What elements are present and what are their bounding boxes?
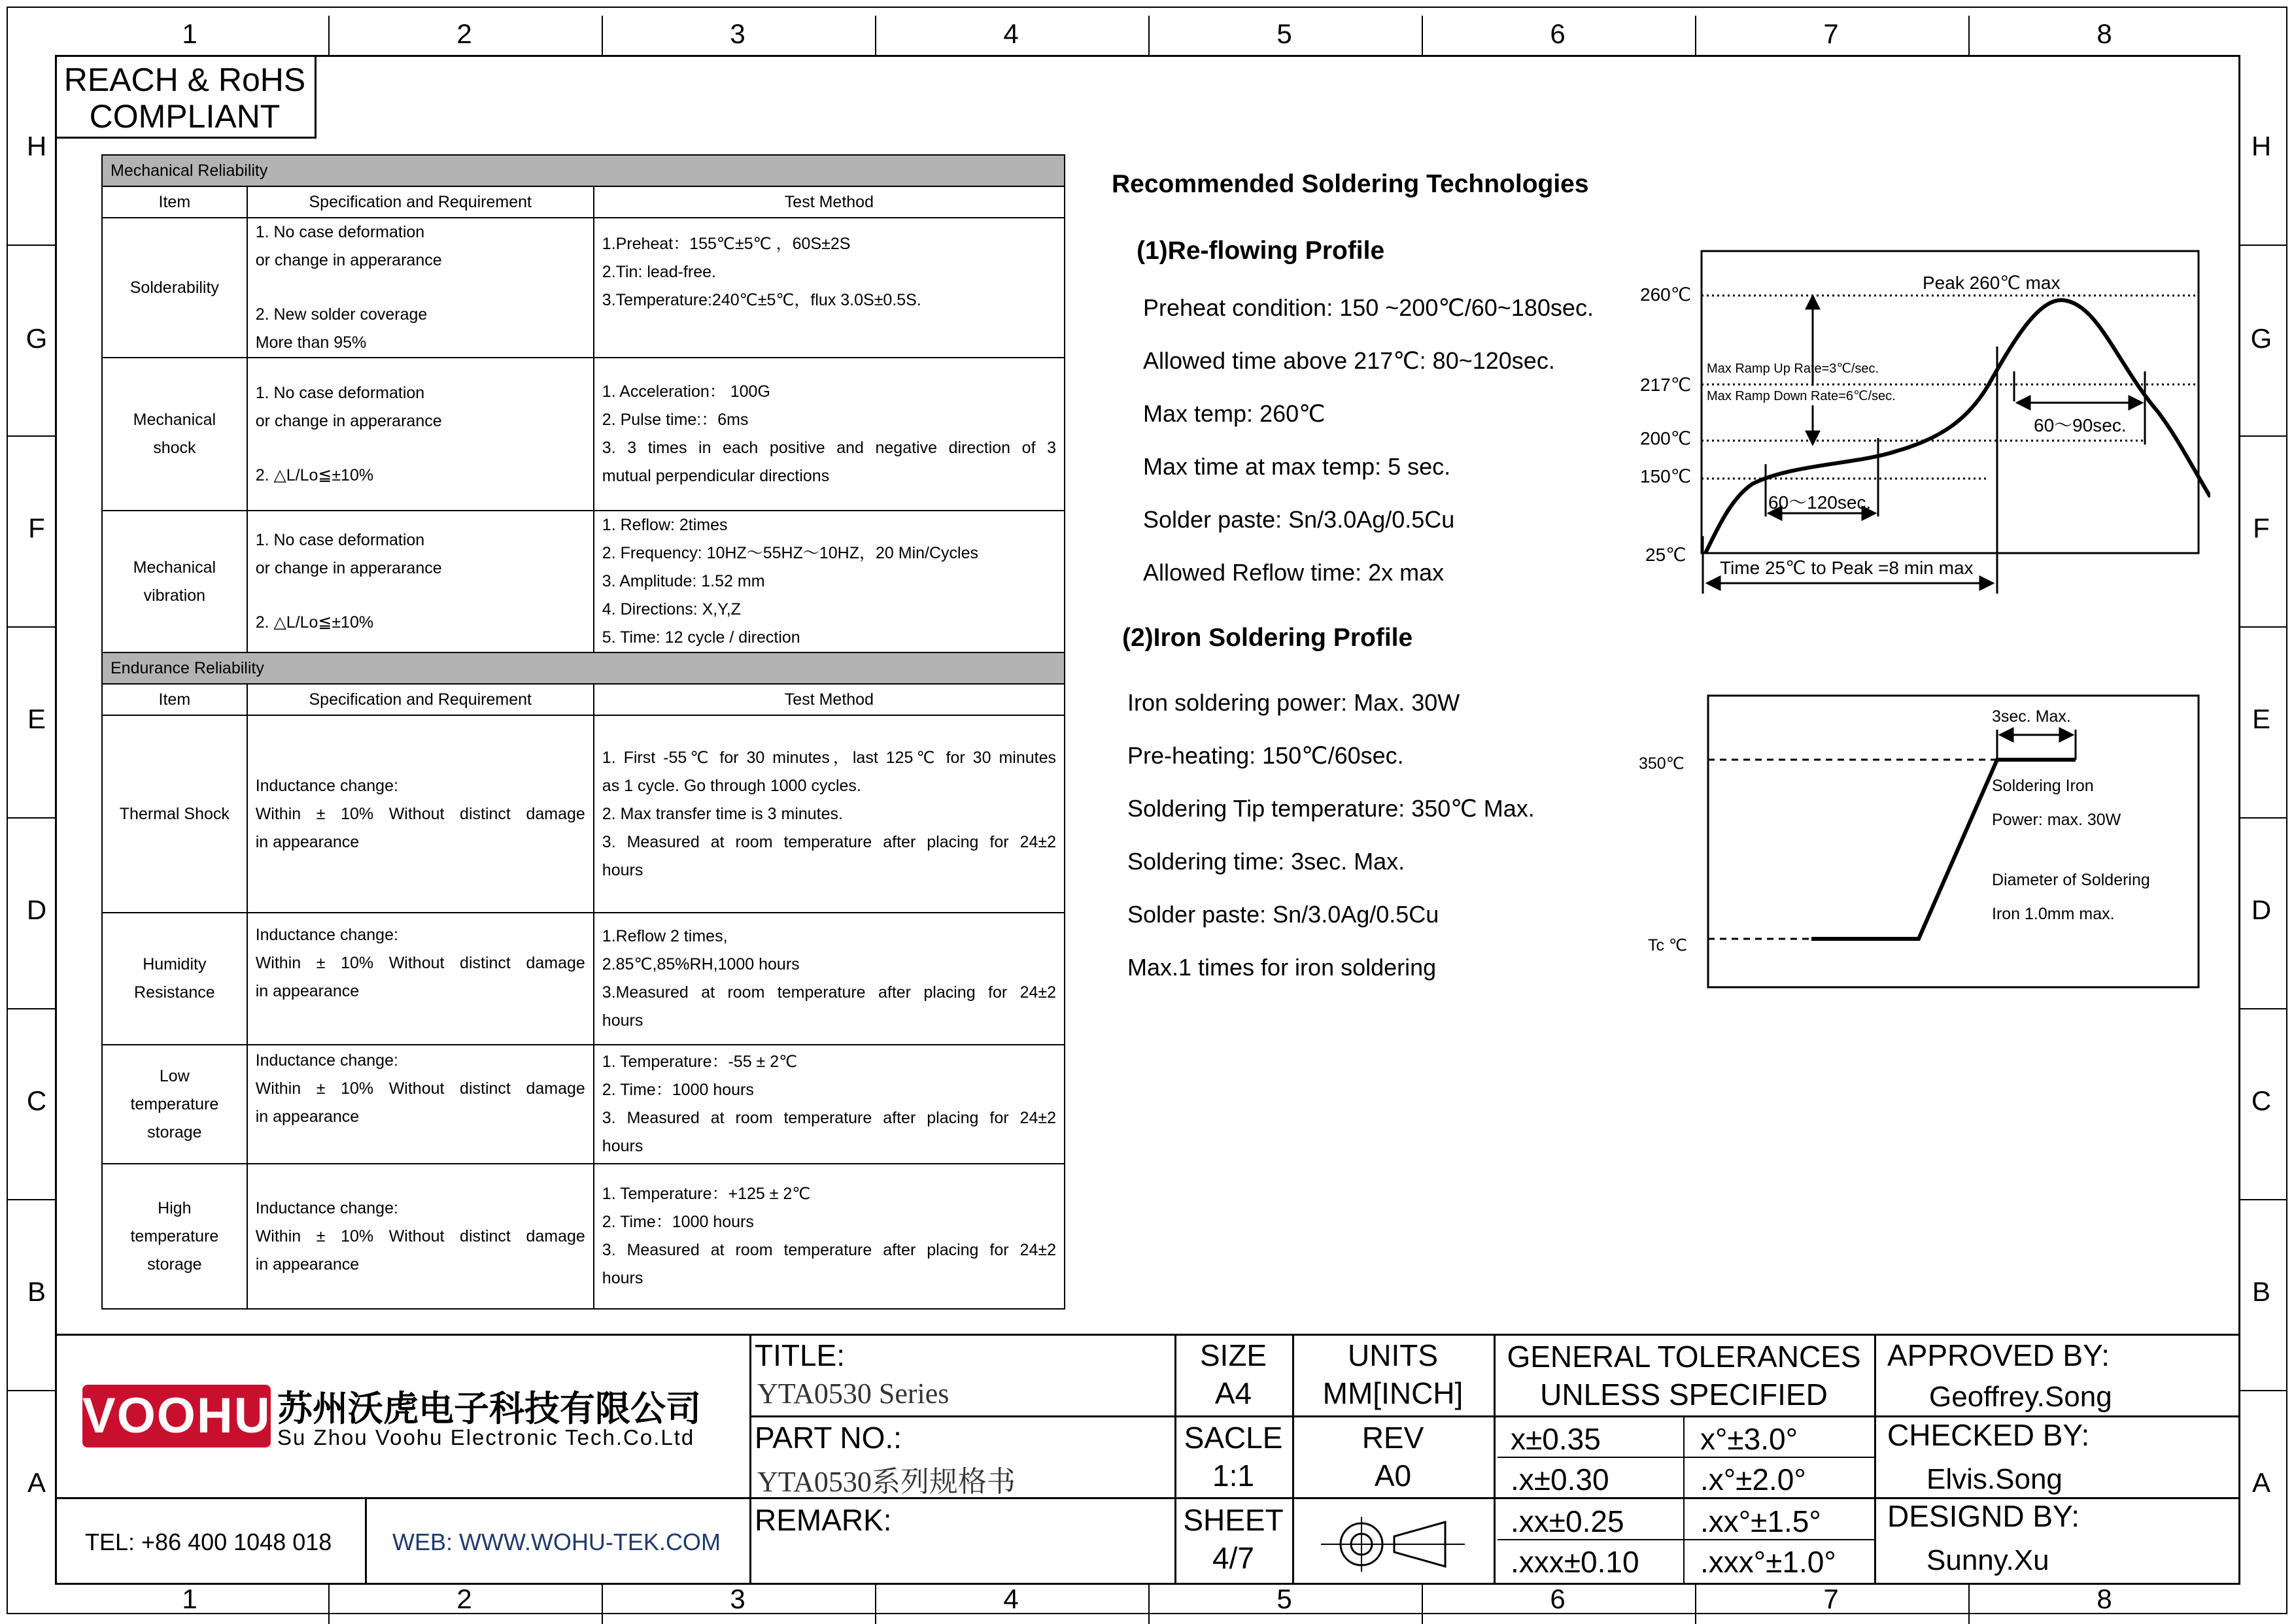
method-line: 1.Reflow 2 times, (602, 927, 728, 945)
zone-row-label: B (27, 1276, 46, 1307)
tb-rule (1683, 1415, 1685, 1585)
zone-row-label: G (26, 323, 48, 354)
method-line: 2. Max transfer time is 3 minutes. (602, 804, 843, 823)
spec-cell (247, 913, 594, 1045)
method-line: 3. Measured at room temperature after placing for 24±2 (602, 1241, 1056, 1259)
spec-line: or change in apperarance (255, 251, 442, 269)
sheet-label: SHEET (1183, 1503, 1284, 1537)
method-cell (594, 218, 1065, 358)
item-cell (102, 715, 247, 913)
zone-tick (2240, 245, 2287, 246)
zone-tick (1148, 1585, 1150, 1624)
column-header: Item (102, 684, 247, 715)
section-title: Mechanical Reliability (102, 155, 1065, 186)
designed-value: Sunny.Xu (1926, 1544, 2049, 1576)
zone-row-label: H (26, 131, 47, 161)
zone-col-label: 4 (1003, 18, 1019, 49)
tb-rule (1498, 1457, 1874, 1458)
part-value: YTA0530系列规格书 (757, 1466, 1016, 1498)
iron-note: Power: max. 30W (1992, 811, 2121, 829)
tolerance-linear: .xx±0.25 (1511, 1504, 1624, 1538)
scale-label: SACLE (1184, 1421, 1283, 1455)
part-label: PART NO.: (755, 1421, 902, 1455)
method-cell (594, 913, 1065, 1045)
tb-rule (749, 1334, 751, 1585)
y-label: Tc ℃ (1648, 936, 1688, 955)
spec-line: or change in apperarance (255, 411, 442, 430)
zone-tick (1968, 16, 1970, 55)
company-name-cn: 苏州沃虎电子科技有限公司 (277, 1389, 701, 1429)
zone-col-label: 7 (1823, 18, 1839, 49)
window-preheat-label: 60～120sec. (1768, 492, 1872, 513)
method-line: 2.85℃,85%RH,1000 hours (602, 955, 800, 973)
table-row (102, 358, 1065, 511)
chart-frame (1708, 696, 2199, 987)
iron-note: Iron 1.0mm max. (1992, 905, 2115, 923)
item-line: Mechanical (133, 411, 216, 429)
zone-tick (1695, 16, 1696, 55)
zone-col-label: 3 (730, 1583, 745, 1614)
tolerance-linear: x±0.35 (1511, 1422, 1601, 1456)
spec-line: in appearance (255, 1108, 360, 1126)
zone-col-label: 3 (730, 18, 745, 49)
zone-col-label: 6 (1550, 18, 1566, 49)
zone-col-label: 2 (456, 18, 472, 49)
zone-row-label: A (27, 1467, 46, 1498)
spec-cell (247, 1045, 594, 1164)
zone-tick (2240, 435, 2287, 437)
zone-row-label: E (27, 703, 46, 734)
item-line: Mechanical (133, 558, 216, 577)
sheet-value: 4/7 (1212, 1541, 1254, 1575)
item-cell (102, 913, 247, 1045)
reflow-line: Solder paste: Sn/3.0Ag/0.5Cu (1143, 506, 1455, 533)
column-header: Specification and Requirement (247, 186, 594, 218)
method-line: 2.Tin: lead-free. (602, 263, 716, 281)
zone-col-label: 2 (456, 1583, 472, 1614)
y-label: 200℃ (1640, 428, 1692, 448)
zone-tick (328, 1585, 330, 1624)
spec-line: Within ± 10% Without distinct damage (255, 804, 585, 823)
tolerances-title-line: GENERAL TOLERANCES (1507, 1340, 1861, 1374)
method-line: 3.Measured at room temperature after placing for 24±2 (602, 983, 1056, 1002)
item-line: Thermal Shock (119, 804, 230, 823)
zone-row-label: E (2251, 703, 2270, 734)
item-line: shock (153, 439, 196, 457)
iron-line: Max.1 times for iron soldering (1127, 954, 1437, 981)
method-line: 1. Reflow: 2times (602, 516, 728, 534)
rev-value: A0 (1374, 1459, 1412, 1493)
zone-tick (7, 1390, 55, 1391)
iron-profile-chart (1622, 693, 2210, 994)
column-header: Item (102, 186, 247, 218)
zone-tick (328, 16, 330, 55)
spec-cell (247, 511, 594, 652)
projection-symbol-icon (1314, 1510, 1471, 1576)
zone-tick (1422, 1585, 1423, 1624)
spec-line: 2. △L/Lo≦±10% (255, 613, 374, 632)
method-line: 1. Temperature：+125 ± 2℃ (602, 1185, 811, 1203)
title-value: YTA0530 Series (757, 1378, 950, 1410)
zone-tick (602, 16, 603, 55)
spec-cell (247, 1164, 594, 1309)
spec-line: More than 95% (255, 333, 367, 352)
table-row (102, 1164, 1065, 1309)
method-line: as 1 cycle. Go through 1000 cycles. (602, 776, 861, 795)
tolerance-linear: .xxx±0.10 (1511, 1545, 1639, 1579)
reflow-line: Preheat condition: 150 ~200℃/60~180sec. (1143, 294, 1594, 321)
company-web[interactable]: WEB: WWW.WOHU-TEK.COM (392, 1529, 721, 1555)
table-row (102, 511, 1065, 652)
item-line: temperature (130, 1226, 219, 1245)
soldering-title: Recommended Soldering Technologies (1112, 170, 1589, 198)
reflow-line: Max temp: 260℃ (1143, 400, 1326, 427)
spec-line: 1. No case deformation (255, 383, 425, 402)
company-logo: VOOHU (82, 1385, 271, 1447)
tolerances-title (1494, 1338, 1874, 1413)
method-line: hours (602, 1137, 643, 1155)
tb-rule (55, 1334, 2240, 1336)
item-cell (102, 218, 247, 358)
zone-tick (1695, 1585, 1696, 1624)
spec-line: in appearance (255, 1255, 360, 1274)
method-cell (594, 715, 1065, 913)
method-line: 3. Amplitude: 1.52 mm (602, 572, 765, 590)
approved-value: Geoffrey.Song (1929, 1381, 2112, 1413)
compliance-box (55, 55, 317, 139)
method-line: 1. Temperature：-55 ± 2℃ (602, 1053, 798, 1071)
spec-line: or change in apperarance (255, 559, 442, 577)
item-cell (102, 1045, 247, 1164)
table-row (102, 913, 1065, 1045)
spec-line: Inductance change: (255, 776, 398, 795)
ramp-up-text: Max Ramp Up Rate=3℃/sec. (1707, 362, 1879, 376)
zone-col-label: 7 (1823, 1583, 1839, 1614)
company-tel: TEL: +86 400 1048 018 (85, 1529, 332, 1555)
y-label: 260℃ (1640, 284, 1692, 305)
method-line: hours (602, 1269, 643, 1287)
reflow-profile-chart (1622, 248, 2210, 615)
zone-tick (7, 245, 55, 246)
compliance-line: REACH & RoHS (63, 61, 306, 98)
method-line: 2. Time：1000 hours (602, 1213, 754, 1231)
zone-row-label: G (2250, 323, 2272, 354)
item-cell (102, 358, 247, 511)
compliance-line: COMPLIANT (89, 98, 281, 135)
y-label: 217℃ (1640, 375, 1692, 395)
remark-label: REMARK: (755, 1503, 892, 1537)
zone-col-label: 8 (2097, 18, 2112, 49)
reflow-line: Allowed Reflow time: 2x max (1143, 559, 1445, 586)
iron-note: Soldering Iron (1992, 777, 2094, 795)
zone-row-label: A (2251, 1467, 2270, 1498)
company-name-en: Su Zhou Voohu Electronic Tech.Co.Ltd (277, 1425, 695, 1449)
iron-line: Soldering time: 3sec. Max. (1127, 848, 1405, 875)
method-cell (594, 1164, 1065, 1309)
iron-title: (2)Iron Soldering Profile (1122, 624, 1413, 652)
tolerances-title-line: UNLESS SPECIFIED (1540, 1378, 1828, 1412)
method-line: 5. Time: 12 cycle / direction (602, 628, 800, 647)
item-cell (102, 511, 247, 652)
method-cell (594, 511, 1065, 652)
zone-tick (7, 1008, 55, 1009)
method-line: 2. Pulse time:：6ms (602, 411, 749, 429)
zone-col-label: 5 (1276, 1583, 1292, 1614)
method-line: 3. 3 times in each positive and negative direction of 3 (602, 439, 1056, 457)
method-line: 2. Time：1000 hours (602, 1081, 754, 1099)
method-line: mutual perpendicular directions (602, 467, 830, 485)
item-line: vibration (143, 586, 206, 605)
spec-line: Within ± 10% Without distinct damage (255, 1079, 585, 1098)
size-label: SIZE (1199, 1338, 1267, 1372)
zone-row-label: H (2251, 131, 2272, 161)
zone-row-label: D (2251, 894, 2272, 925)
tb-rule (55, 1497, 749, 1499)
reflow-curve (1705, 300, 2210, 553)
method-line: 1. First -55℃ for 30 minutes，last 125℃ for 30 minutes (602, 748, 1056, 767)
zone-col-label: 4 (1003, 1583, 1019, 1614)
checked-value: Elvis.Song (1926, 1463, 2063, 1495)
zone-col-label: 1 (182, 1583, 197, 1614)
zone-tick (875, 16, 876, 55)
zone-tick (1968, 1585, 1970, 1624)
iron-note: Diameter of Soldering (1992, 871, 2150, 889)
item-line: Resistance (134, 983, 215, 1002)
spec-line: in appearance (255, 982, 360, 1000)
method-line: hours (602, 860, 643, 879)
reflow-title: (1)Re-flowing Profile (1137, 237, 1385, 265)
tolerance-angular: .x°±2.0° (1700, 1463, 1806, 1497)
zone-tick (1422, 16, 1423, 55)
zone-row-label: D (26, 894, 47, 925)
spec-line: in appearance (255, 832, 360, 851)
zone-tick (7, 626, 55, 628)
spec-line: 1. No case deformation (255, 531, 425, 549)
approved-label: APPROVED BY: (1887, 1338, 2110, 1372)
title-label: TITLE: (755, 1338, 846, 1372)
spec-line: Within ± 10% Without distinct damage (255, 954, 585, 972)
zone-tick (7, 817, 55, 819)
zone-col-label: 1 (182, 18, 197, 49)
method-line: 1.Preheat：155℃±5℃ ，60S±2S (602, 235, 851, 253)
zone-tick (875, 1585, 876, 1624)
reflow-line: Max time at max temp: 5 sec. (1143, 453, 1451, 480)
units-value: MM[INCH] (1322, 1376, 1464, 1410)
zone-row-label: F (2253, 513, 2270, 543)
y-label: 150℃ (1640, 466, 1692, 486)
peak-label: Peak 260℃ max (1923, 273, 2061, 293)
iron-line: Soldering Tip temperature: 350℃ Max. (1127, 795, 1535, 822)
zone-col-label: 6 (1550, 1583, 1566, 1614)
zone-col-label: 5 (1276, 18, 1292, 49)
tolerance-angular: x°±3.0° (1700, 1422, 1798, 1456)
spec-line: Inductance change: (255, 926, 398, 944)
method-cell (594, 1045, 1065, 1164)
item-line: Humidity (143, 955, 207, 973)
method-line: 1. Acceleration： 100G (602, 382, 770, 401)
iron-line: Iron soldering power: Max. 30W (1127, 689, 1460, 716)
zone-tick (1148, 16, 1150, 55)
tb-rule (365, 1497, 367, 1585)
y-label: 25℃ (1645, 545, 1686, 565)
iron-line: Solder paste: Sn/3.0Ag/0.5Cu (1127, 901, 1439, 928)
tb-rule (1874, 1334, 1876, 1585)
zone-row-label: B (2251, 1276, 2270, 1307)
method-cell (594, 358, 1065, 511)
spec-line: 2. △L/Lo≦±10% (255, 465, 374, 484)
size-value: A4 (1214, 1376, 1252, 1410)
column-header: Test Method (594, 684, 1065, 715)
time-to-peak-label: Time 25℃ to Peak =8 min max (1720, 558, 1974, 578)
scale-value: 1:1 (1212, 1459, 1254, 1493)
spec-cell (247, 358, 594, 511)
spec-line: Inductance change: (255, 1198, 398, 1217)
table-row (102, 218, 1065, 358)
zone-tick (2240, 1390, 2287, 1391)
zone-tick (7, 1199, 55, 1200)
window-above-label: 60～90sec. (2034, 415, 2127, 435)
column-header: Specification and Requirement (247, 684, 594, 715)
zone-tick (2240, 1008, 2287, 1009)
section-title: Endurance Reliability (102, 652, 1065, 684)
zone-tick (7, 435, 55, 437)
table-row (102, 1045, 1065, 1164)
iron-line: Pre-heating: 150℃/60sec. (1127, 742, 1404, 769)
zone-tick (602, 1585, 603, 1624)
spec-line: Inductance change: (255, 1051, 398, 1070)
zone-tick (2240, 817, 2287, 819)
column-header: Test Method (594, 186, 1065, 218)
tolerance-angular: .xx°±1.5° (1700, 1504, 1821, 1538)
checked-label: CHECKED BY: (1887, 1418, 2090, 1452)
y-label: 350℃ (1639, 754, 1685, 773)
method-line: 4. Directions: X,Y,Z (602, 600, 741, 618)
designed-label: DESIGND BY: (1887, 1499, 2080, 1533)
dwell-label: 3sec. Max. (1992, 707, 2071, 726)
rev-label: REV (1361, 1421, 1424, 1455)
method-line: 3.Temperature:240℃±5℃，flux 3.0S±0.5S. (602, 291, 921, 309)
spec-cell (247, 218, 594, 358)
reflow-line: Allowed time above 217℃: 80~120sec. (1143, 347, 1555, 374)
spec-cell (247, 715, 594, 913)
method-line: hours (602, 1011, 643, 1030)
tb-rule (1498, 1539, 1874, 1540)
tolerance-linear: .x±0.30 (1511, 1463, 1609, 1497)
method-line: 3. Measured at room temperature after placing for 24±2 (602, 1109, 1056, 1127)
zone-tick (2240, 1199, 2287, 1200)
spec-line: 1. No case deformation (255, 223, 425, 241)
spec-line: 2. New solder coverage (255, 305, 428, 324)
zone-row-label: F (28, 513, 45, 543)
ramp-down-text: Max Ramp Down Rate=6℃/sec. (1707, 389, 1896, 403)
table-row (102, 715, 1065, 913)
tolerance-angular: .xxx°±1.0° (1700, 1545, 1836, 1579)
item-line: Solderability (129, 278, 219, 297)
item-cell (102, 1164, 247, 1309)
item-line: storage (147, 1255, 202, 1274)
method-line: 3. Measured at room temperature after placing for 24±2 (602, 832, 1056, 851)
units-label: UNITS (1348, 1338, 1438, 1372)
item-line: storage (147, 1123, 202, 1142)
zone-tick (2240, 626, 2287, 628)
zone-row-label: C (2251, 1085, 2272, 1116)
item-line: Low (159, 1066, 190, 1085)
item-line: High (158, 1198, 192, 1217)
reliability-table (101, 154, 1065, 1310)
spec-line: Within ± 10% Without distinct damage (255, 1226, 585, 1245)
zone-row-label: C (26, 1085, 47, 1116)
item-line: temperature (130, 1094, 219, 1113)
method-line: 2. Frequency: 10HZ～55HZ～10HZ，20 Min/Cycles (602, 544, 978, 562)
zone-col-label: 8 (2097, 1583, 2112, 1614)
